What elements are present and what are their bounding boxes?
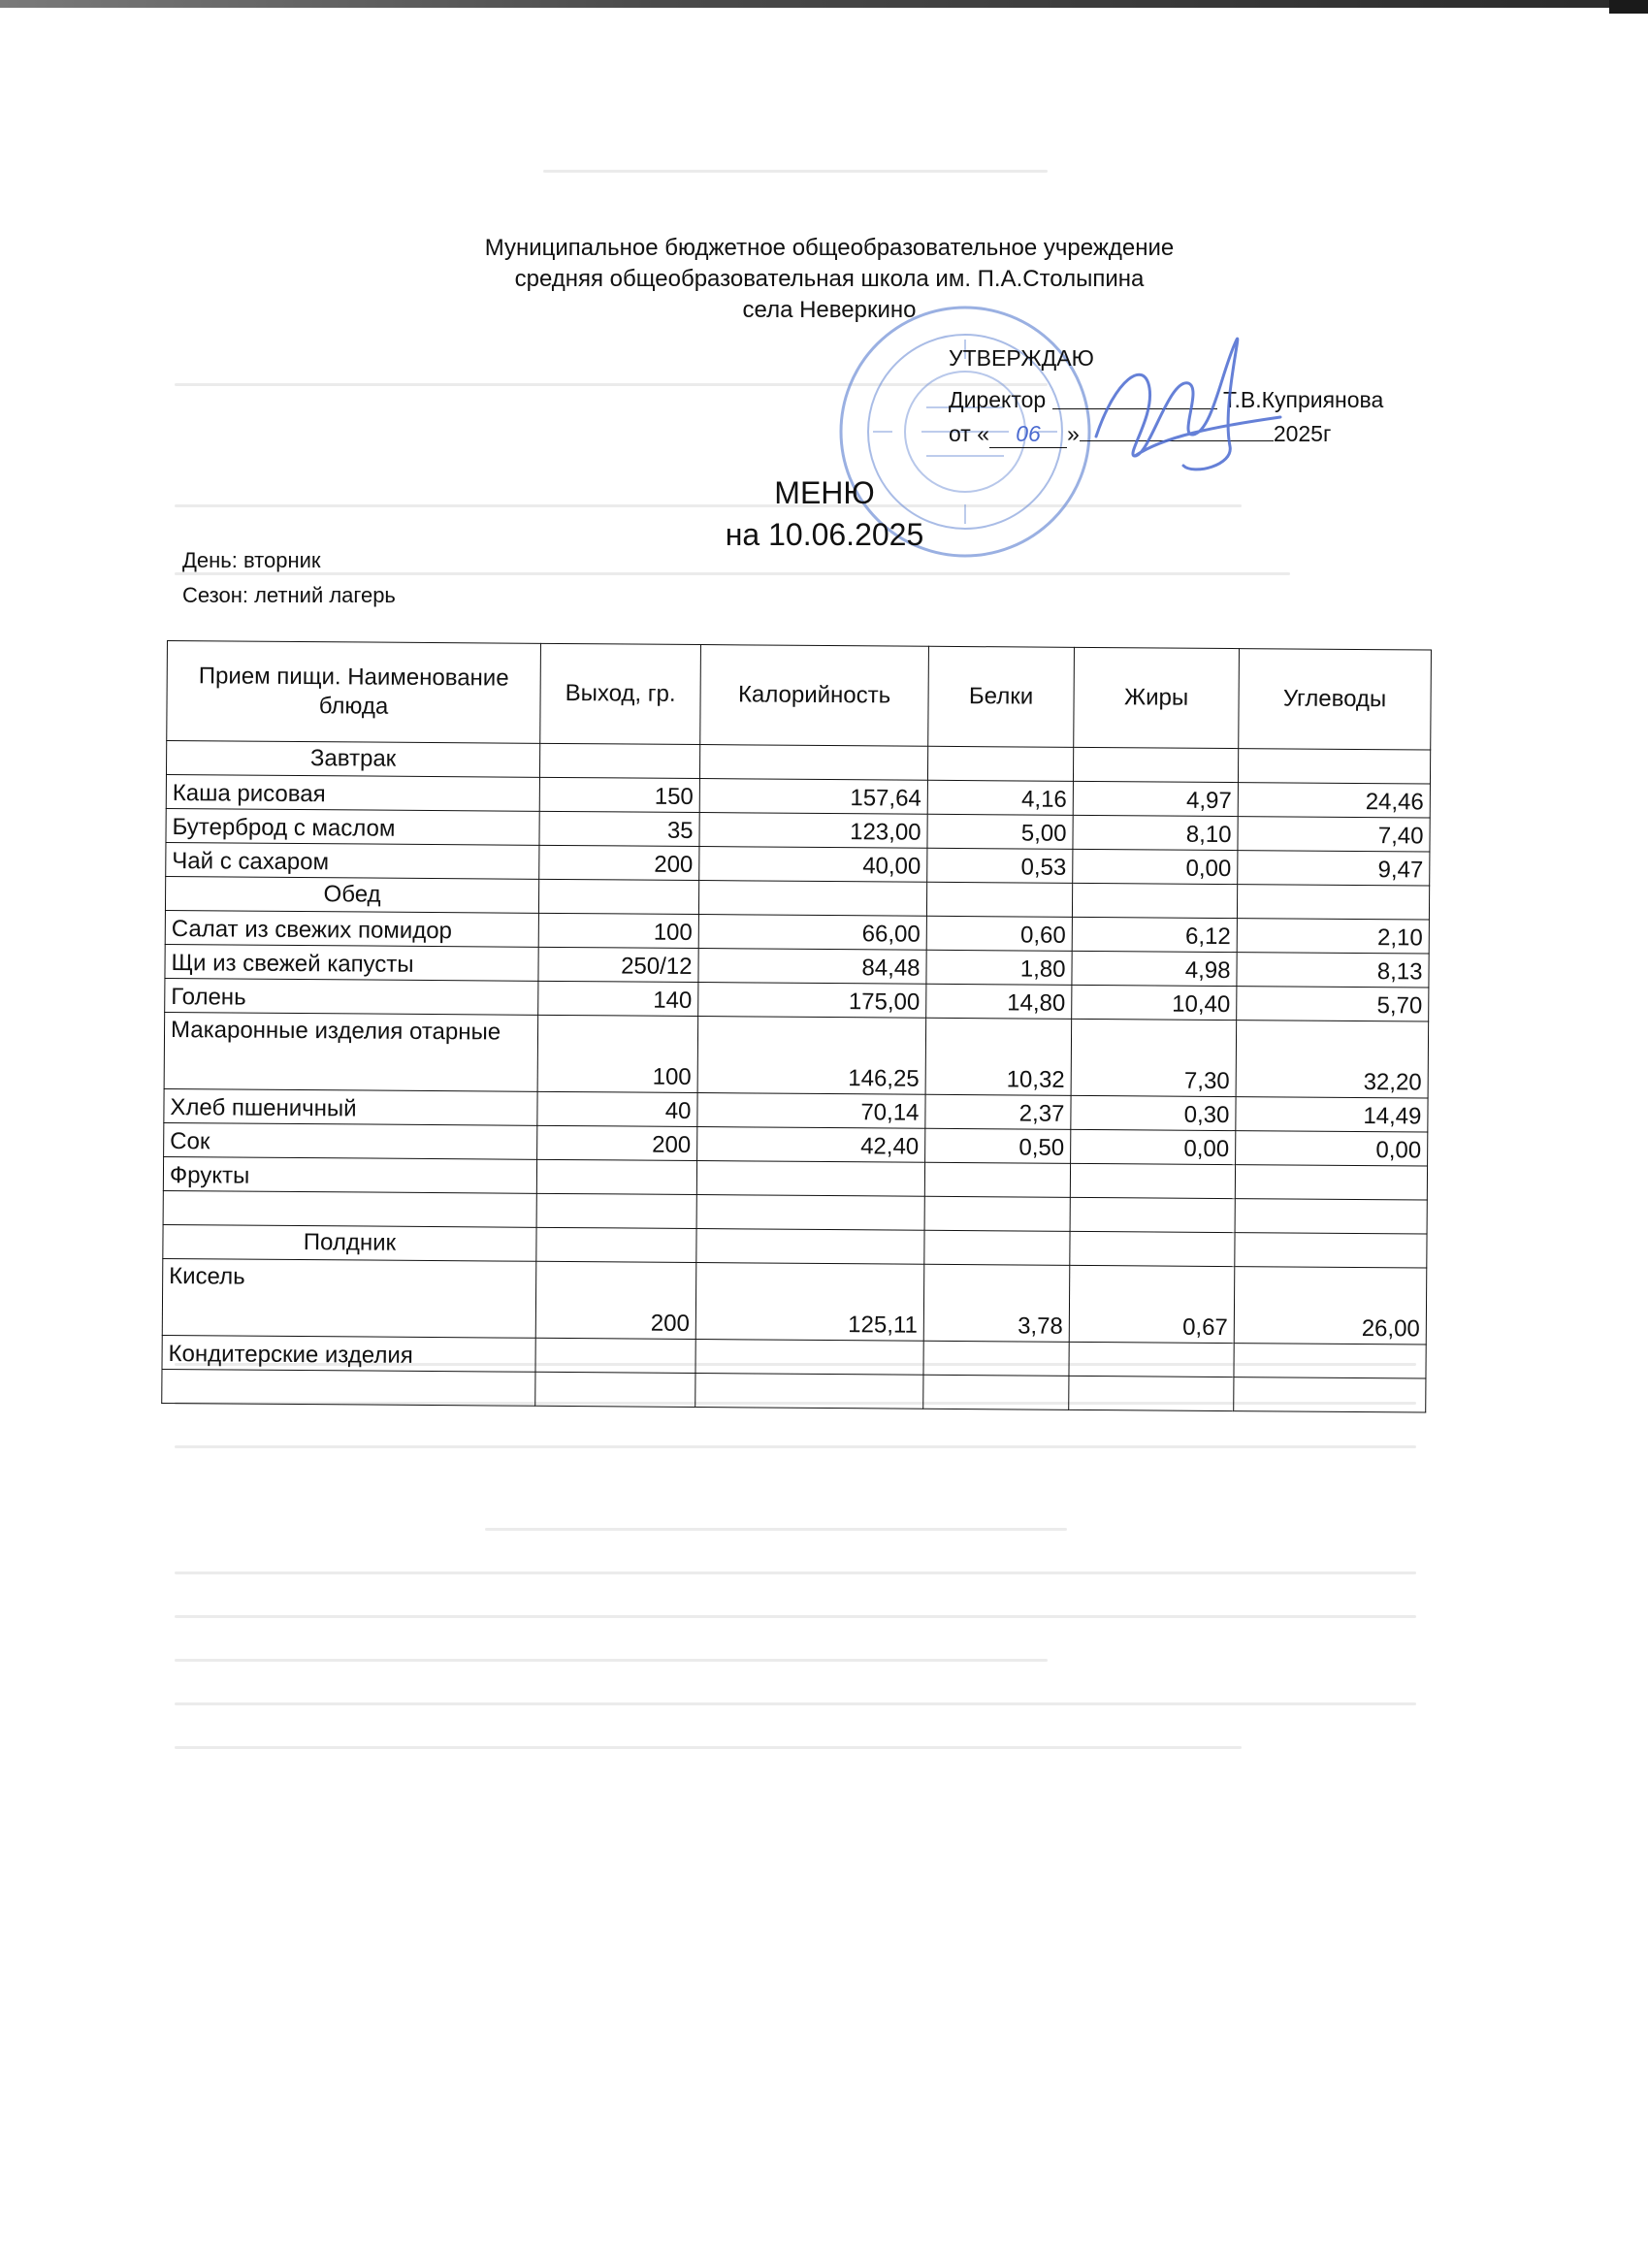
protein-cell: 0,60 xyxy=(926,916,1072,951)
empty-cell xyxy=(1073,747,1238,782)
org-line-2: средняя общеобразовательная школа им. П.А.Столыпина xyxy=(514,266,1145,292)
carbs-cell: 2,10 xyxy=(1237,919,1429,954)
protein-cell: 2,37 xyxy=(925,1094,1071,1129)
fat-cell: 0,00 xyxy=(1071,1129,1236,1164)
col-header-protein: Белки xyxy=(928,646,1075,747)
dish-name: Кондитерские изделия xyxy=(162,1335,535,1372)
dish-name: Бутерброд с маслом xyxy=(166,808,539,845)
yield-cell: 40 xyxy=(537,1091,697,1126)
protein-cell xyxy=(923,1375,1069,1409)
dish-name: Чай с сахаром xyxy=(166,842,539,879)
empty-cell xyxy=(699,745,927,781)
calories-cell xyxy=(696,1161,924,1197)
dish-name: Кисель xyxy=(162,1258,536,1338)
empty-cell xyxy=(536,1227,696,1262)
carbs-cell: 32,20 xyxy=(1236,1021,1429,1098)
date-year: 2025г xyxy=(1273,421,1332,446)
document-title: МЕНЮ xyxy=(774,475,875,510)
dish-name: Сок xyxy=(164,1122,537,1159)
dish-name: Щи из свежей капусты xyxy=(165,944,538,981)
meal-section-label: Полдник xyxy=(163,1224,536,1261)
yield-cell: 100 xyxy=(538,913,698,948)
carbs-cell xyxy=(1234,1377,1426,1412)
carbs-cell: 14,49 xyxy=(1236,1097,1428,1132)
dish-name xyxy=(162,1369,535,1406)
empty-cell xyxy=(1235,1233,1427,1268)
fat-cell: 0,30 xyxy=(1071,1095,1236,1130)
protein-cell: 10,32 xyxy=(925,1018,1072,1095)
empty-cell xyxy=(1237,885,1429,920)
carbs-cell: 9,47 xyxy=(1238,851,1430,886)
menu-table-body xyxy=(162,741,1431,1413)
empty-cell xyxy=(696,1229,924,1265)
table-row xyxy=(164,1012,1429,1098)
fat-cell: 4,98 xyxy=(1072,951,1237,986)
calories-cell: 175,00 xyxy=(698,983,926,1019)
protein-cell: 14,80 xyxy=(926,984,1072,1019)
empty-cell xyxy=(926,882,1072,917)
yield-cell: 100 xyxy=(537,1015,698,1092)
calories-cell: 40,00 xyxy=(699,847,927,883)
org-line-3: села Неверкино xyxy=(742,297,917,323)
carbs-cell: 24,46 xyxy=(1238,783,1430,818)
yield-cell xyxy=(535,1338,695,1373)
carbs-cell xyxy=(1235,1199,1427,1234)
calories-cell: 157,64 xyxy=(699,779,927,815)
dish-name: Фрукты xyxy=(163,1156,536,1193)
calories-cell: 66,00 xyxy=(698,915,926,951)
col-header-yield: Выход, гр. xyxy=(540,643,701,744)
empty-cell xyxy=(1070,1231,1235,1266)
approval-label: УТВЕРЖДАЮ xyxy=(949,345,1094,371)
organization-name xyxy=(388,233,1271,326)
menu-date: на 10.06.2025 xyxy=(725,517,924,552)
empty-cell xyxy=(1238,749,1430,784)
yield-cell xyxy=(536,1159,696,1194)
calories-cell: 146,25 xyxy=(697,1017,926,1095)
fat-cell: 4,97 xyxy=(1073,781,1238,816)
calories-cell: 84,48 xyxy=(698,949,926,985)
yield-cell xyxy=(535,1372,695,1407)
date-day-value: 06 xyxy=(1016,421,1041,446)
yield-cell: 35 xyxy=(539,811,699,846)
calories-cell: 70,14 xyxy=(697,1093,925,1129)
dish-name: Макаронные изделия отарные xyxy=(164,1012,538,1091)
yield-cell: 250/12 xyxy=(538,947,698,982)
carbs-cell xyxy=(1235,1165,1427,1200)
empty-cell xyxy=(698,881,926,917)
meal-section-label: Обед xyxy=(165,876,538,913)
fat-cell: 8,10 xyxy=(1073,815,1238,850)
fat-cell xyxy=(1070,1197,1235,1232)
dish-name: Салат из свежих помидор xyxy=(165,910,538,947)
protein-cell: 0,53 xyxy=(927,848,1073,883)
date-day xyxy=(989,420,1067,448)
yield-cell: 200 xyxy=(535,1261,696,1339)
meal-section-label: Завтрак xyxy=(166,741,539,778)
protein-cell: 4,16 xyxy=(927,780,1073,815)
fat-cell: 10,40 xyxy=(1072,985,1237,1020)
protein-cell xyxy=(924,1162,1070,1197)
protein-cell: 5,00 xyxy=(927,814,1073,849)
carbs-cell: 8,13 xyxy=(1237,953,1429,988)
empty-cell xyxy=(539,743,699,778)
fat-cell: 0,67 xyxy=(1069,1265,1235,1343)
calories-cell: 125,11 xyxy=(695,1263,924,1342)
empty-cell xyxy=(1072,883,1237,918)
protein-cell: 0,50 xyxy=(925,1128,1071,1163)
table-header-row xyxy=(167,641,1432,751)
protein-cell: 3,78 xyxy=(923,1264,1070,1342)
protein-cell xyxy=(923,1341,1069,1376)
fat-cell xyxy=(1069,1342,1234,1377)
col-header-calories: Калорийность xyxy=(700,645,929,747)
yield-cell xyxy=(536,1193,696,1228)
empty-cell xyxy=(927,746,1073,781)
dish-name: Хлеб пшеничный xyxy=(164,1088,537,1125)
col-header-dish: Прием пищи. Наименование блюда xyxy=(167,641,541,744)
yield-cell: 140 xyxy=(538,981,698,1016)
org-line-1: Муниципальное бюджетное общеобразовательное учреждение xyxy=(484,235,1175,261)
carbs-cell: 5,70 xyxy=(1237,987,1429,1021)
carbs-cell: 0,00 xyxy=(1236,1131,1428,1166)
fat-cell xyxy=(1070,1163,1235,1198)
empty-cell xyxy=(538,879,698,914)
menu-table xyxy=(161,640,1432,1413)
protein-cell xyxy=(924,1196,1070,1231)
carbs-cell xyxy=(1234,1344,1426,1378)
yield-cell: 200 xyxy=(537,1125,697,1160)
calories-cell xyxy=(696,1195,924,1231)
calories-cell xyxy=(695,1340,923,1376)
dish-name: Каша рисовая xyxy=(166,774,539,811)
fat-cell xyxy=(1069,1376,1234,1410)
dish-name: Голень xyxy=(165,978,538,1015)
date-prefix: от « xyxy=(949,421,990,446)
calories-cell: 42,40 xyxy=(697,1127,925,1163)
empty-cell xyxy=(924,1230,1070,1265)
yield-cell: 150 xyxy=(539,777,699,812)
fat-cell: 0,00 xyxy=(1073,849,1238,884)
fat-cell: 7,30 xyxy=(1071,1019,1237,1096)
scan-corner xyxy=(1609,0,1648,14)
handwritten-signature xyxy=(1077,320,1290,485)
director-name: Т.В.Куприянова xyxy=(1222,387,1384,412)
date-mid: » xyxy=(1067,421,1080,446)
menu-season: Сезон: летний лагерь xyxy=(182,583,396,607)
table-row xyxy=(162,1258,1427,1345)
carbs-cell: 26,00 xyxy=(1234,1267,1427,1345)
protein-cell: 1,80 xyxy=(926,950,1072,985)
director-position: Директор xyxy=(949,387,1047,412)
col-header-carbs: Углеводы xyxy=(1239,649,1432,750)
dish-name xyxy=(163,1190,536,1227)
scan-edge xyxy=(0,0,1648,8)
calories-cell xyxy=(695,1374,923,1409)
yield-cell: 200 xyxy=(539,845,699,880)
menu-day: День: вторник xyxy=(182,548,321,572)
fat-cell: 6,12 xyxy=(1072,917,1237,952)
carbs-cell: 7,40 xyxy=(1238,817,1430,852)
calories-cell: 123,00 xyxy=(699,813,927,849)
col-header-fat: Жиры xyxy=(1074,647,1240,748)
